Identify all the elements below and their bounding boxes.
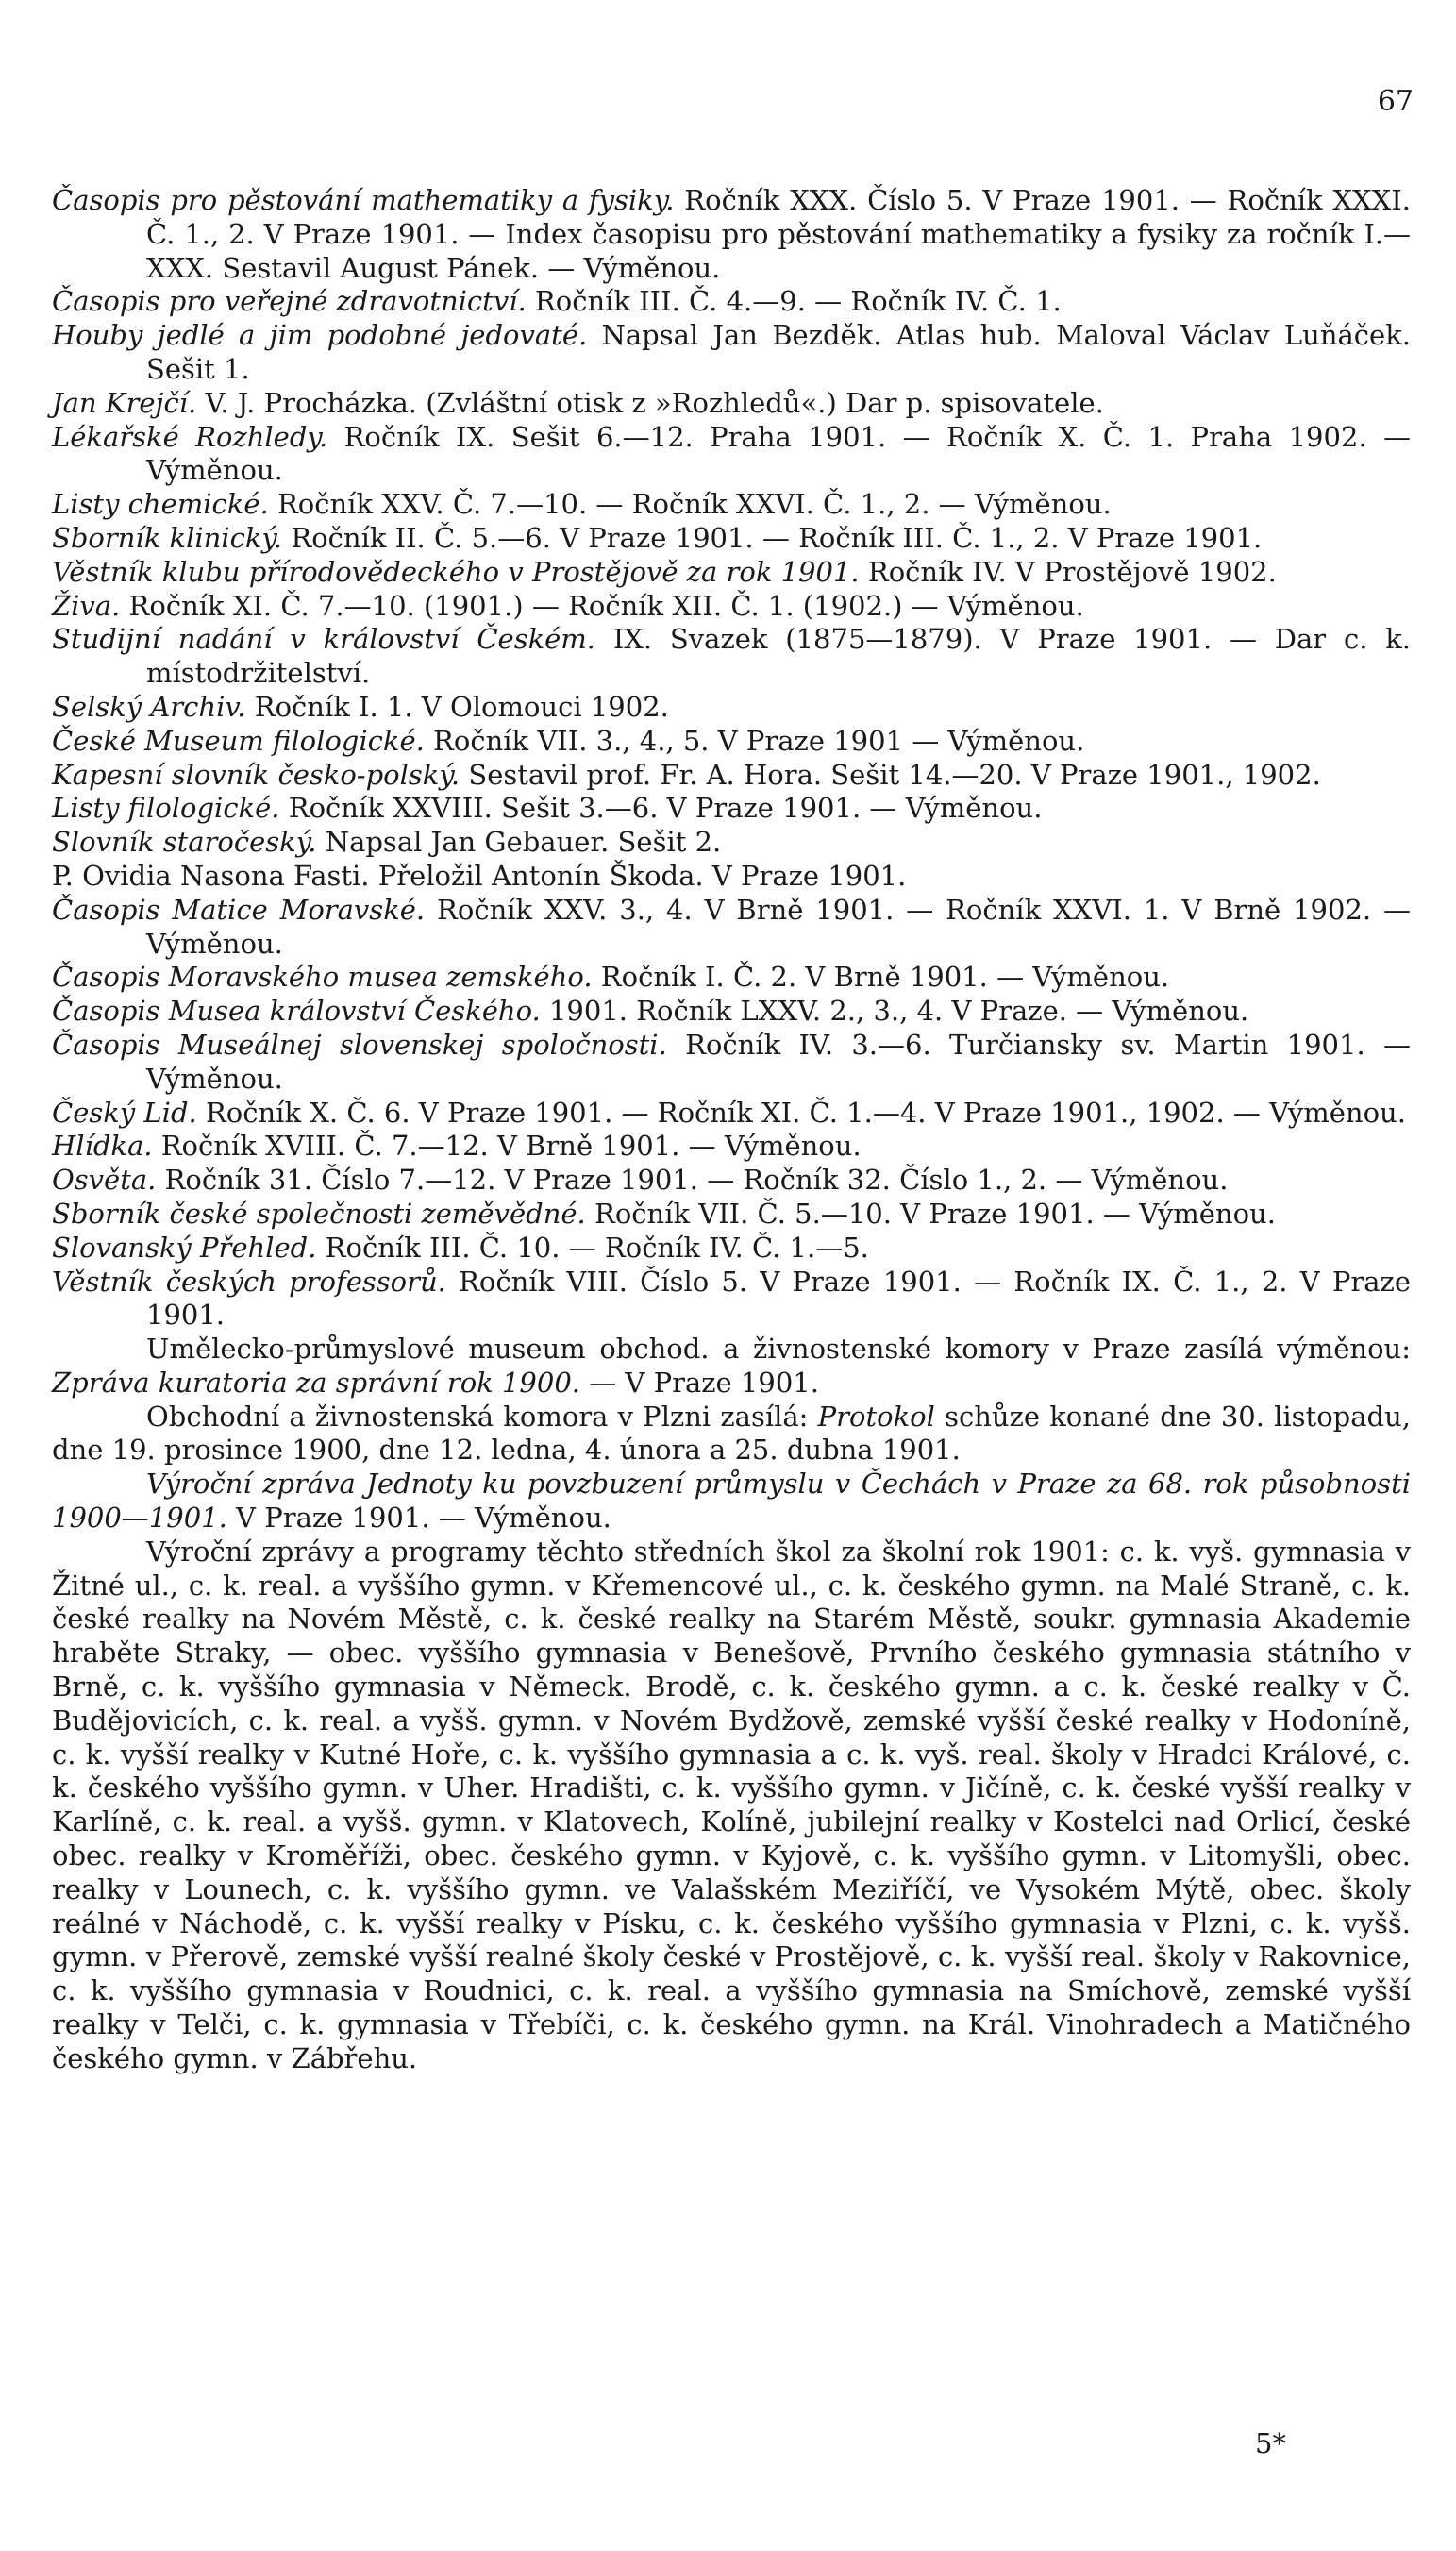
- list-item: [52, 1029, 1411, 1097]
- entry-details: Ročník IV. 3.—6. Turčiansky sv. Martin 1901. — Výměnou.: [146, 1028, 1411, 1095]
- paragraph: [52, 1401, 1411, 1469]
- list-item: [52, 995, 1411, 1029]
- list-item: [52, 421, 1411, 489]
- list-item: [52, 488, 1411, 522]
- entry-title: Věstník klubu přírodovědeckého v Prostějově za rok 1901.: [52, 555, 860, 588]
- entry-details: Ročník XXV. Č. 7.—10. — Ročník XXVI. Č. 1., 2. — Výměnou.: [268, 488, 1112, 521]
- entry-details: Napsal Jan Bezděk. Atlas hub. Maloval Václav Luňáček. Sešit 1.: [146, 319, 1411, 385]
- list-item: [52, 860, 1411, 894]
- entry-title: Houby jedlé a jim podobné jedovaté.: [52, 319, 588, 352]
- entry-details: V. J. Procházka. (Zvláštní otisk z »Rozhledů«.) Dar p. spisovatele.: [196, 386, 1104, 419]
- entry-title: Časopis Moravského musea zemského.: [52, 961, 593, 994]
- entry-details: Ročník XI. Č. 7.—10. (1901.) — Ročník XII. Č. 1. (1902.) — Výměnou.: [120, 589, 1084, 622]
- list-item: [52, 590, 1411, 624]
- entry-title: Slovník staročeský.: [52, 826, 317, 859]
- paragraph-text: V Praze 1901. — Výměnou.: [226, 1502, 611, 1535]
- entry-details: P. Ovidia Nasona Fasti. Přeložil Antonín Škoda. V Praze 1901.: [52, 859, 907, 892]
- list-item: [52, 759, 1411, 793]
- paragraph-text: Obchodní a živnostenská komora v Plzni zasílá:: [146, 1400, 818, 1433]
- list-item: [52, 1198, 1411, 1232]
- entry-details: Ročník XVIII. Č. 7.—12. V Brně 1901. — Výměnou.: [152, 1130, 862, 1163]
- paragraph-italic-text: Výroční zpráva Jednoty ku povzbuzení průmyslu v Čechách v Praze za 68. rok působnosti 1900—1901.: [52, 1468, 1411, 1535]
- list-item: [52, 184, 1411, 285]
- entry-title: Jan Krejčí.: [52, 386, 197, 419]
- list-item: [52, 1097, 1411, 1131]
- entry-title: Časopis pro veřejné zdravotnictví.: [52, 285, 527, 318]
- entry-details: Ročník III. Č. 10. — Ročník IV. Č. 1.—5.: [316, 1231, 869, 1264]
- entry-title: Český Lid.: [52, 1096, 197, 1129]
- entry-title: Listy filologické.: [52, 792, 280, 825]
- entry-title: Sborník klinický.: [52, 521, 283, 554]
- entry-title: Selský Archiv.: [52, 690, 246, 723]
- entry-details: Napsal Jan Gebauer. Sešit 2.: [316, 826, 722, 859]
- paragraph-text: — V Praze 1901.: [580, 1366, 819, 1399]
- entry-title: Časopis Museálnej slovenskej spoločnosti.: [52, 1028, 667, 1061]
- entry-title: Osvěta.: [52, 1164, 157, 1197]
- list-item: [52, 1266, 1411, 1334]
- paragraph: [52, 1468, 1411, 1536]
- entry-details: Ročník I. 1. V Olomouci 1902.: [245, 690, 669, 723]
- entry-details: Ročník VIII. Číslo 5. V Praze 1901. — Ročník IX. Č. 1., 2. V Praze 1901.: [146, 1265, 1411, 1332]
- paragraph: [52, 1536, 1411, 2076]
- signature-mark: 5*: [1255, 2427, 1286, 2459]
- entry-title: Slovanský Přehled.: [52, 1231, 317, 1264]
- entry-details: Ročník III. Č. 4.—9. — Ročník IV. Č. 1.: [526, 285, 1062, 318]
- paragraph-italic-text: Protokol: [817, 1400, 935, 1433]
- entry-details: 1901. Ročník LXXV. 2., 3., 4. V Praze. — Výměnou.: [540, 995, 1249, 1028]
- list-item: [52, 522, 1411, 556]
- entry-details: Ročník IX. Sešit 6.—12. Praha 1901. — Ročník X. Č. 1. Praha 1902. — Výměnou.: [146, 420, 1412, 487]
- list-item: [52, 792, 1411, 826]
- entry-title: Časopis Matice Moravské.: [52, 893, 426, 926]
- list-item: [52, 623, 1411, 691]
- entry-title: Sborník české společnosti zeměvědné.: [52, 1197, 586, 1230]
- paragraph-italic-text: Zpráva kuratoria za správní rok 1900.: [52, 1366, 580, 1399]
- entry-title: Listy chemické.: [52, 488, 269, 521]
- entry-title: České Museum filologické.: [52, 724, 425, 757]
- entry-title: Studijní nadání v království Českém.: [52, 623, 596, 656]
- entry-title: Hlídka.: [52, 1130, 153, 1163]
- list-item: [52, 961, 1411, 995]
- entry-details: Ročník I. Č. 2. V Brně 1901. — Výměnou.: [592, 961, 1170, 994]
- list-item: [52, 826, 1411, 860]
- list-item: [52, 725, 1411, 759]
- entry-title: Věstník českých professorů.: [52, 1265, 446, 1298]
- entry-details: Sestavil prof. Fr. A. Hora. Sešit 14.—20. V Praze 1901., 1902.: [460, 758, 1321, 791]
- entry-title: Časopis pro pěstování mathematiky a fysiky.: [52, 184, 675, 216]
- page-number: 67: [1377, 85, 1414, 118]
- document-body: [52, 184, 1411, 2076]
- list-item: [52, 1232, 1411, 1266]
- entry-details: Ročník XXX. Číslo 5. V Praze 1901. — Ročník XXXI. Č. 1., 2. V Praze 1901. — Index časopisu pro pěstování mathematiky a fysiky za ročník I.—XXX. Sestavil August Pánek. — Výměnou.: [146, 184, 1411, 284]
- entry-details: Ročník X. Č. 6. V Praze 1901. — Ročník XI. Č. 1.—4. V Praze 1901., 1902. — Výměnou.: [196, 1096, 1406, 1129]
- list-item: [52, 319, 1411, 387]
- entry-details: Ročník XXVIII. Sešit 3.—6. V Praze 1901. — Výměnou.: [279, 792, 1043, 825]
- list-item: [52, 387, 1411, 421]
- entry-title: Živa.: [52, 589, 121, 622]
- entry-details: Ročník XXV. 3., 4. V Brně 1901. — Ročník XXVI. 1. V Brně 1902. — Výměnou.: [146, 893, 1411, 960]
- entry-details: Ročník 31. Číslo 7.—12. V Praze 1901. — Ročník 32. Číslo 1., 2. — Výměnou.: [156, 1164, 1229, 1197]
- entry-title: Lékařské Rozhledy.: [52, 420, 328, 453]
- list-item: [52, 691, 1411, 725]
- entry-details: IX. Svazek (1875—1879). V Praze 1901. — Dar c. k. místodržitelství.: [146, 623, 1411, 690]
- entry-details: Ročník II. Č. 5.—6. V Praze 1901. — Ročník III. Č. 1., 2. V Praze 1901.: [282, 521, 1263, 554]
- entry-details: Ročník IV. V Prostějově 1902.: [859, 555, 1277, 588]
- entry-title: Časopis Musea království Českého.: [52, 995, 541, 1028]
- list-item: [52, 285, 1411, 319]
- paragraph: [52, 1333, 1411, 1401]
- paragraph-text: Výroční zprávy a programy těchto středních škol za školní rok 1901: c. k. vyš. gymnasia v Žitné ul., c. k. real. a vyššího gymn. v Křemencové ul., c. k. českého gymn. na Malé Straně, c. k. české realky na Novém Městě, c. k. české realky na Starém Městě, soukr. gymnasia Akademie hraběte Straky, — obec. vyššího gymnasia v Benešově, Prvního českého gymnasia státního v Brně, c. k. vyššího gymnasia v Německ. Brodě, c. k. českého gymn. a c. k. české realky v Č. Budějovicích, c. k. real. a vyšš. gymn. v Novém Bydžově, zemské vyšší české realky v Hodoníně, c. k. vyšší realky v Kutné Hoře, c. k. vyššího gymnasia a c. k. vyš. real. školy v Hradci Králové, c. k. českého vyššího gymn. v Uher. Hradišti, c. k. vyššího gymn. v Jičíně, c. k. české vyšší realky v Karlíně, c. k. real. a vyšš. gymn. v Klatovech, Kolíně, jubilejní realky v Kostelci nad Orlicí, české obec. realky v Kroměříži, obec. českého gymn. v Kyjově, c. k. vyššího gymn. v Litomyšli, obec. realky v Lounech, c. k. vyššího gymn. ve Valašském Meziříčí, ve Vysokém Mýtě, obec. školy reálné v Náchodě, c. k. vyšší realky v Písku, c. k. českého vyššího gymnasia v Plzni, c. k. vyšš. gymn. v Přerově, zemské vyšší realné školy české v Prostějově, c. k. vyšší real. školy v Rakovnice, c. k. vyššího gymnasia v Roudnici, c. k. real. a vyššího gymnasia na Smíchově, zemské vyšší realky v Telči, c. k. gymnasia v Třebíči, c. k. českého gymn. na Král. Vinohradech a Matičného českého gymn. v Zábřehu.: [52, 1535, 1411, 2074]
- list-item: [52, 894, 1411, 962]
- entry-title: Kapesní slovník česko-polský.: [52, 758, 460, 791]
- entry-details: Ročník VII. 3., 4., 5. V Praze 1901 — Výměnou.: [424, 724, 1085, 757]
- paragraph-text: Umělecko-průmyslové museum obchod. a živnostenské komory v Praze zasílá výměnou:: [146, 1333, 1411, 1366]
- paragraph-text: schůze konané dne 30. listopadu, dne 19. prosince 1900, dne 12. ledna, 4. února a 25. dubna 1901.: [52, 1400, 1411, 1467]
- entry-details: Ročník VII. Č. 5.—10. V Praze 1901. — Výměnou.: [585, 1197, 1276, 1230]
- list-item: [52, 1130, 1411, 1164]
- list-item: [52, 556, 1411, 590]
- list-item: [52, 1164, 1411, 1198]
